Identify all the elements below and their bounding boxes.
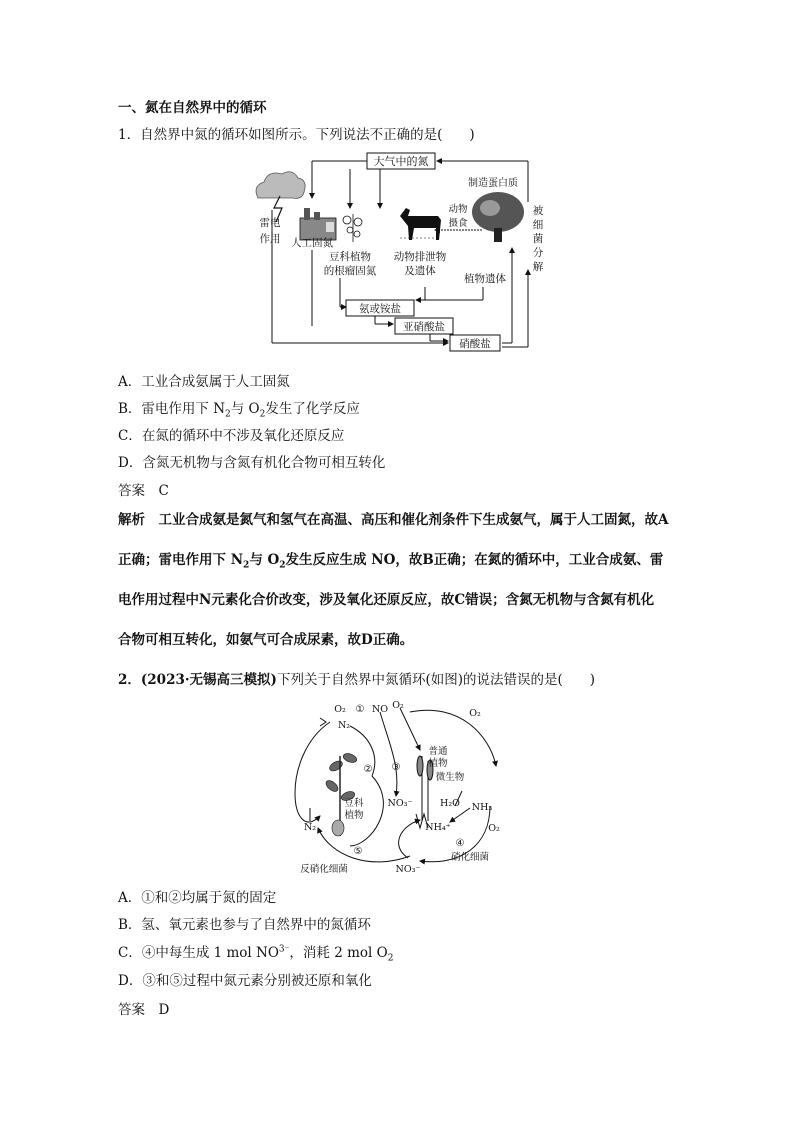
q2-answer: 答案 D	[118, 1002, 170, 1018]
animal-waste-label-2: 及遗体	[404, 265, 436, 277]
nitrate-label: 硝酸盐	[459, 338, 491, 350]
q2-option-d: D．③和⑤过程中氮元素分别被还原和氧化	[118, 973, 372, 989]
legume-icon	[343, 214, 362, 242]
animal-waste-label-1: 动物排泄物	[393, 251, 447, 263]
lightning-label-1: 雷电	[259, 217, 281, 229]
bacteria-label-1: 被	[532, 205, 544, 217]
plant-remains-label: 植物遗体	[464, 273, 506, 285]
animal-eat-label-2: 摄食	[448, 218, 468, 229]
nh3-label: NH₃	[471, 802, 493, 813]
legume-plant-icon	[324, 752, 358, 836]
q1-option-b: B．雷电作用下 $N_2$与 $O_2$发生了化学反应	[118, 401, 360, 420]
no-label: NO	[371, 704, 389, 715]
factory-icon	[300, 208, 336, 240]
label-4: ④	[455, 838, 465, 849]
o2-right: O₂	[469, 708, 481, 719]
label-2: ②	[363, 764, 373, 775]
legume-label-2: 的根瘤固氮	[323, 265, 377, 277]
ammonia-label: 氨或铵盐	[359, 303, 401, 315]
q1-explanation: 解析 工业合成氨是氮气和氢气在高温、高压和催化剂条件下生成氨气，属于人工固氮，故A 正确；雷电作用下 $N_2$与 $O_2$发生反应生成 NO，故B正确；在氮的循环中，工业合成氨、雷 电作用过程中N元素化合价改变，涉及氧化还原反应，故C错误；含氮无机物与含氮有机化 合物可相互转化，如氨气可合成尿素，故D正确。	[118, 512, 669, 648]
question-1-stem: 1．自然界中氮的循环如图所示。下列说法不正确的是( )	[118, 127, 475, 143]
label-3: ③	[391, 762, 401, 773]
no3-mid: NO₃⁻	[387, 798, 413, 809]
label-1: ①	[355, 704, 365, 715]
label-5: ⑤	[353, 846, 363, 857]
o2-top-left: O₂	[334, 704, 346, 715]
legume-label-1: 豆科植物	[329, 251, 371, 263]
q2-option-b: B．氢、氧元素也参与了自然界中的氮循环	[118, 917, 371, 933]
nh4-label: NH₄⁺	[425, 822, 451, 833]
legume-label-1: 豆科	[344, 798, 364, 809]
no3-bottom: NO₃⁻	[395, 864, 421, 875]
atmosphere-label: 大气中的氮	[373, 155, 429, 168]
horse-icon	[400, 208, 441, 240]
denitrifying-label: 反硝化细菌	[300, 864, 348, 875]
q1-option-d: D．含氮无机物与含氮有机化合物可相互转化	[118, 455, 386, 471]
legume-label-2: 植物	[344, 810, 364, 821]
microbe-label: 微生物	[435, 772, 465, 783]
bacteria-label-5: 解	[532, 261, 544, 273]
q1-answer: 答案 C	[118, 483, 169, 499]
q1-option-a: A．工业合成氨属于人工固氮	[118, 374, 290, 390]
q2-option-a: A．①和②均属于氮的固定	[118, 890, 277, 906]
section-title: 一、氮在自然界中的循环	[118, 100, 267, 116]
q2-option-c: C．④中每生成 1 mol $NO^{3^-}$，消耗 2 mol $O_2$	[118, 944, 394, 964]
nitrogen-cycle-diagram-2	[290, 696, 520, 878]
make-protein-label: 制造蛋白质	[468, 178, 518, 189]
o2-top: O₂	[392, 700, 404, 711]
bacteria-label-4: 分	[532, 247, 544, 259]
question-2-stem: 2．(2023·无锡高三模拟)下列关于自然界中氮循环(如图)的说法错误的是( )	[118, 672, 596, 688]
bacteria-label-2: 细	[532, 219, 544, 231]
common-plant-2: 植物	[428, 758, 448, 769]
h2o-label: H₂O	[440, 798, 460, 809]
common-plant-1: 普通	[428, 746, 448, 757]
nitrifying-label: 硝化细菌	[450, 852, 490, 863]
cloud-icon	[256, 172, 305, 199]
n2-top: N₂	[337, 720, 351, 731]
n2-left: N₂	[303, 822, 317, 833]
industrial-label: 人工固氮	[291, 237, 333, 249]
nitrogen-cycle-diagram-1	[250, 150, 550, 356]
animal-eat-label-1: 动物	[448, 204, 468, 215]
nitrite-label: 亚硝酸盐	[403, 321, 445, 333]
o2-lower: O₂	[488, 823, 500, 834]
tree-icon	[472, 192, 524, 242]
q1-option-c: C．在氮的循环中不涉及氧化还原反应	[118, 428, 345, 444]
bacteria-label-3: 菌	[532, 233, 544, 245]
lightning-label-2: 作用	[259, 233, 281, 245]
